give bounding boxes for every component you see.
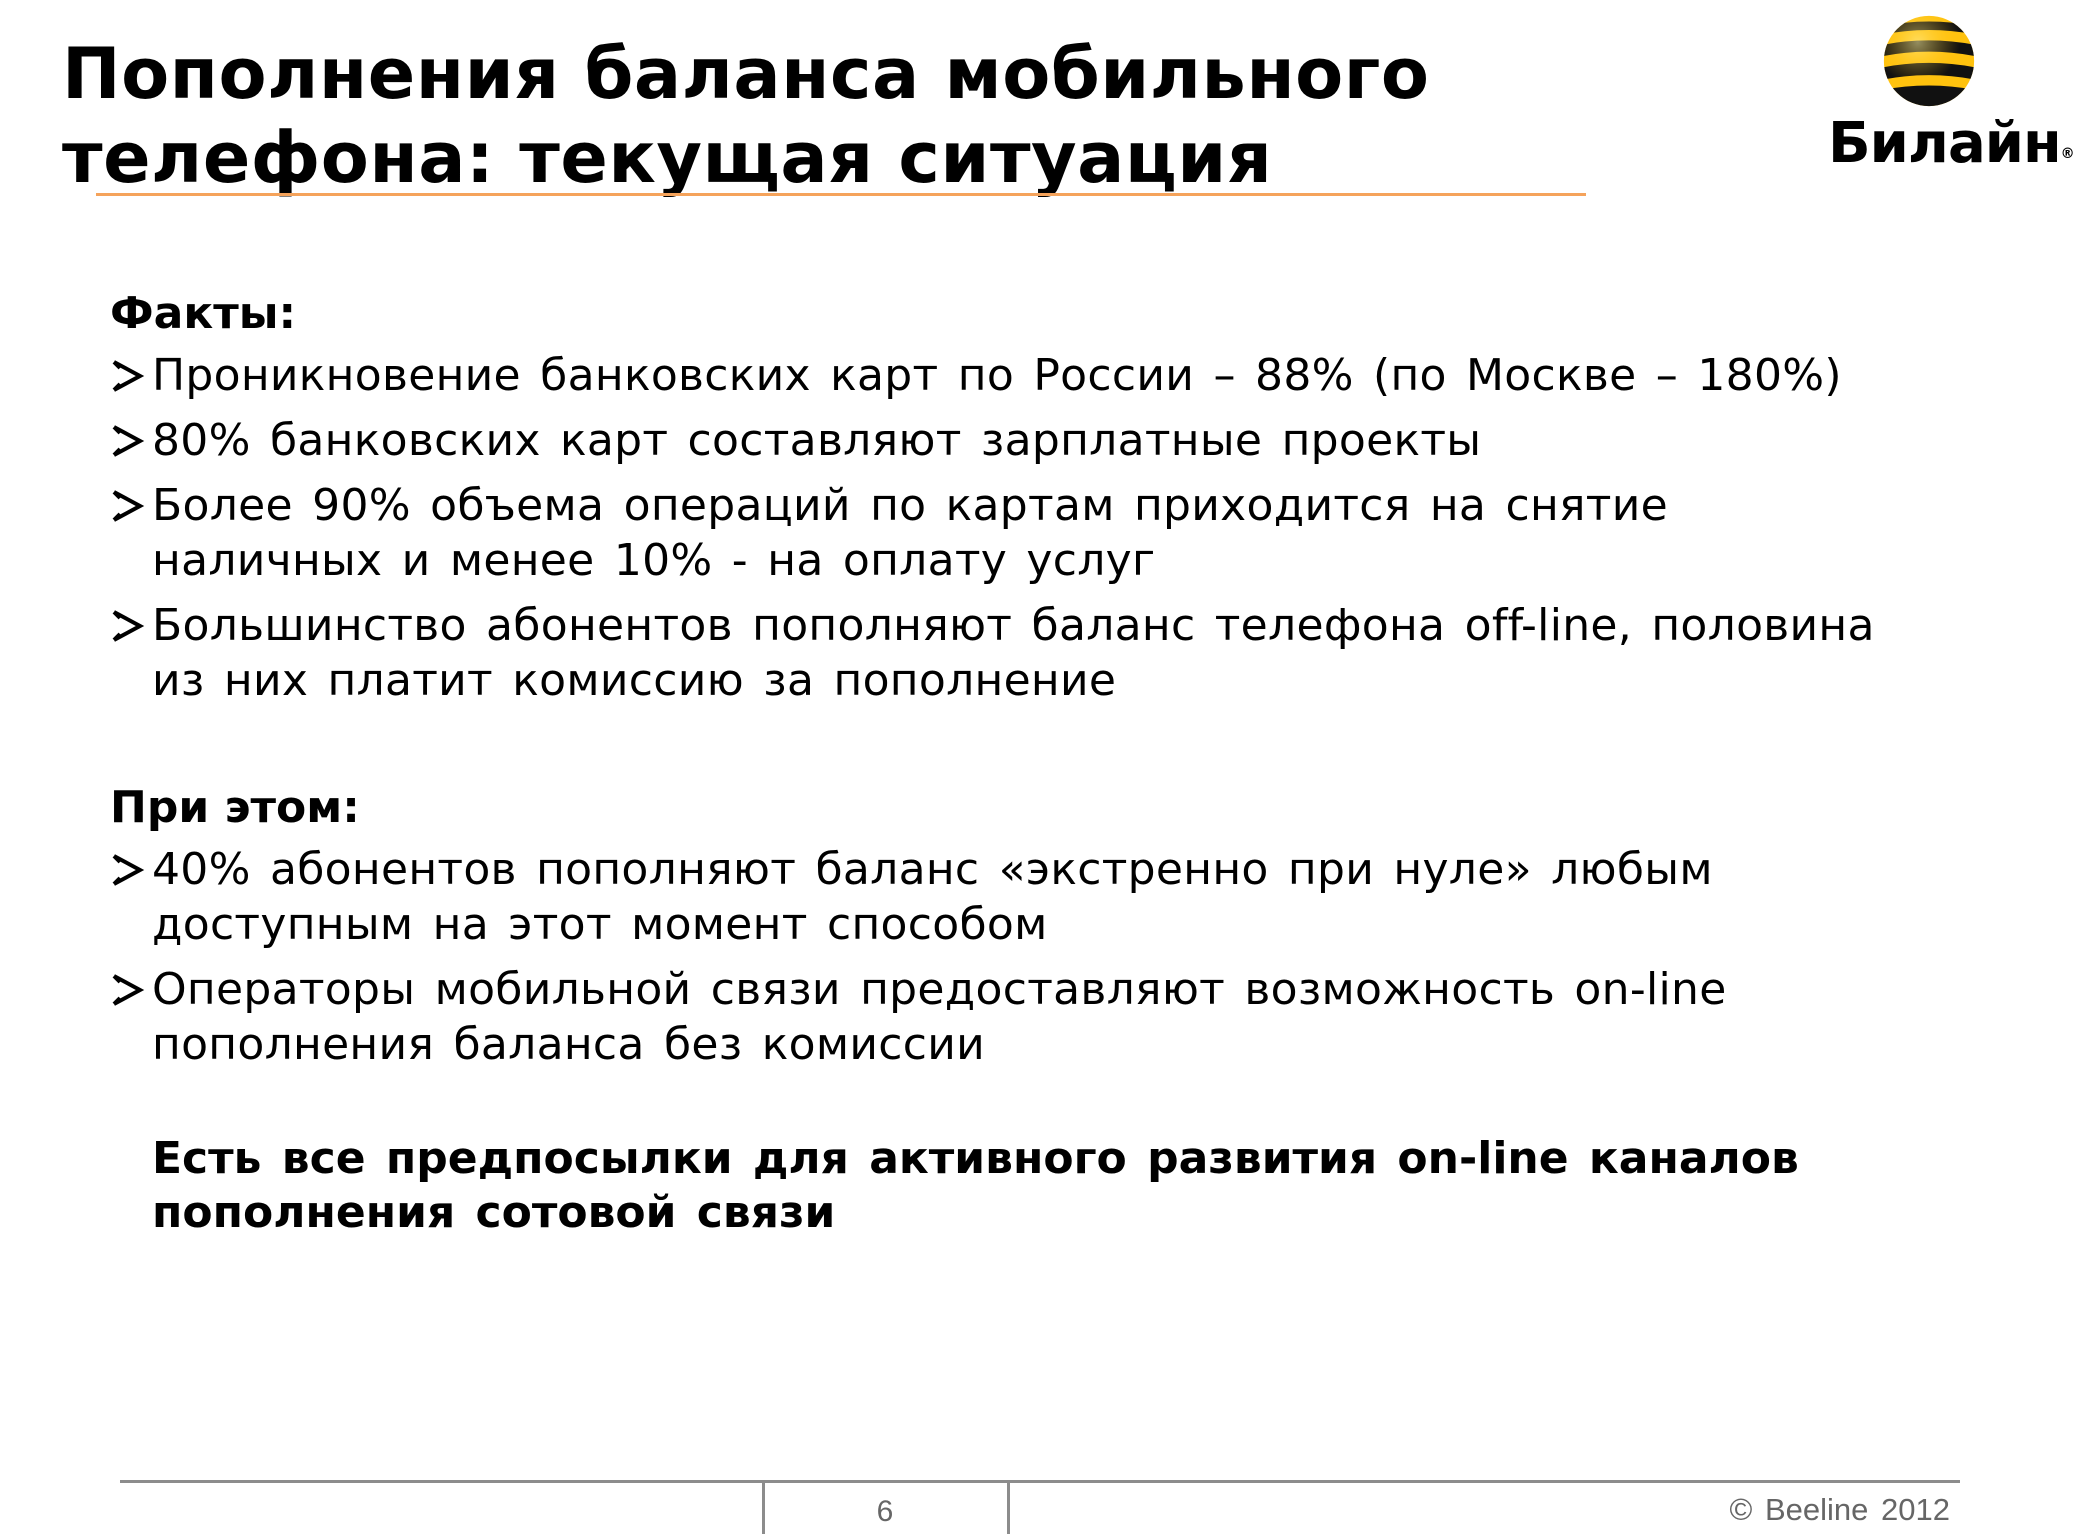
title-underline	[96, 193, 1586, 196]
logo-wordmark	[1828, 112, 2074, 176]
footer-divider-right	[1007, 1482, 1010, 1534]
however-text-2: Операторы мобильной связи предоставляют возможность on-line пополнения баланса без комиссии	[152, 964, 1727, 1070]
footer-divider-left	[762, 1482, 765, 1534]
list-item	[110, 413, 1910, 468]
beeline-striped-ball-icon	[1882, 14, 1976, 108]
conclusion-text: Есть все предпосылки для активного развития on-line каналов пополнения сотовой связи	[152, 1133, 1799, 1238]
beeline-logo	[1828, 14, 2074, 184]
logo-text: Билайн	[1828, 111, 2061, 176]
copyright-text: © Beeline 2012	[1729, 1492, 1950, 1527]
registered-mark: ®	[2060, 146, 2074, 162]
slide-title: Пополнения баланса мобильного телефона: текущая ситуация	[62, 33, 1430, 199]
list-item	[110, 348, 1910, 403]
arrowhead-bullet-icon	[110, 598, 146, 653]
list-item	[110, 962, 1910, 1072]
arrowhead-bullet-icon	[110, 962, 146, 1017]
arrowhead-bullet-icon	[110, 348, 146, 403]
list-item	[110, 842, 1910, 952]
facts-heading: Факты:	[110, 288, 297, 339]
however-text-1: 40% абонентов пополняют баланс «экстренно при нуле» любым доступным на этот момент способом	[152, 844, 1713, 950]
arrowhead-bullet-icon	[110, 842, 146, 897]
page-number: 6	[876, 1495, 894, 1528]
fact-text-1: Проникновение банковских карт по России – 88% (по Москве – 180%)	[152, 350, 1842, 401]
footer-rule	[120, 1480, 1960, 1483]
arrowhead-bullet-icon	[110, 478, 146, 533]
however-list	[110, 842, 1910, 1072]
however-heading: При этом:	[110, 782, 360, 833]
arrowhead-bullet-icon	[110, 413, 146, 468]
facts-list	[110, 348, 1910, 708]
fact-text-2: 80% банковских карт составляют зарплатные проекты	[152, 415, 1482, 466]
section-gap	[110, 718, 1910, 778]
fact-text-4: Большинство абонентов пополняют баланс телефона off-line, половина из них платит комиссию за пополнение	[152, 600, 1875, 706]
fact-text-3: Более 90% объема операций по картам приходится на снятие наличных и менее 10% - на оплату услуг	[152, 480, 1668, 586]
slide-body	[110, 284, 1910, 1240]
list-item	[110, 478, 1910, 588]
list-item	[110, 598, 1910, 708]
